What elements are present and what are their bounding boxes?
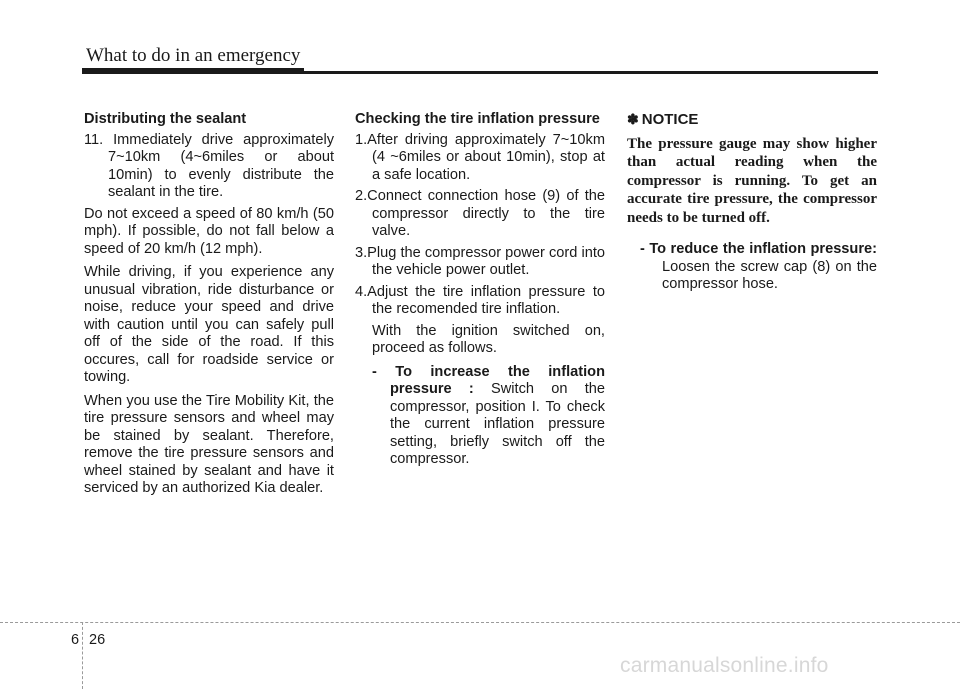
column-right [627,111,877,294]
header-rule [82,71,878,74]
step-text: Connect connection hose (9) of the compressor directly to the tire valve. [367,188,605,239]
chapter-number: 6 [71,632,80,648]
step-4 [355,284,605,319]
reduce-pressure-label: - To reduce the inflation pressure: [640,241,877,257]
increase-pressure-label: - To increase the inflation pressure : [372,363,605,397]
paragraph-vibration: While driving, if you experience any unusual vibration, ride disturbance or noise, reduce your speed and drive with caution until you can safely pull off of the side of the road. If this occures, call for roadside service or towing. [84,264,334,385]
increase-pressure-instruction [355,364,605,469]
page-header-title: What to do in an emergency [86,45,301,66]
step-text: Adjust the tire inflation pressure to the recomended tire inflation. [367,283,605,317]
step-number: 11. [84,131,104,148]
step-number: 1. [355,131,368,148]
paragraph-speed-limit: Do not exceed a speed of 80 km/h (50 mph). If possible, do not fall below a speed of 20 km/h (12 mph). [84,205,334,257]
step-1 [355,132,605,185]
step-number: 3. [355,244,368,261]
step-number: 4. [355,283,368,300]
step-2 [355,188,605,241]
section-heading-distributing: Distributing the sealant [84,111,247,127]
notice-title: NOTICE [641,111,699,128]
step-number: 2. [355,188,368,204]
notice-asterisk-icon: ✽ [627,111,639,127]
paragraph-tire-mobility-kit: When you use the Tire Mobility Kit, the tire pressure sensors and wheel may be stained by sealant. Therefore, remove the tire pressure sensors and wheel stained by sealant and have it serviced by an authorized Kia dealer. [84,392,334,496]
column-left [84,111,334,504]
step-text: After driving approximately 7~10km (4 ~6miles or about 10min), stop at a safe location. [367,131,605,183]
section-heading-checking: Checking the tire inflation pressure [355,111,600,127]
footer-vertical-rule [82,622,83,689]
step-11 [84,132,334,202]
watermark: carmanualsonline.info [620,654,829,677]
increase-pressure-text: Switch on the compressor, position I. To check the current inflation pressure setting, briefly switch off the compressor. [390,381,605,467]
notice-heading [627,111,877,129]
reduce-pressure-instruction [627,241,877,294]
notice-text: The pressure gauge may show higher than actual reading when the compressor is running. To get an accurate tire pressure, the compressor needs to be turned off. [627,135,877,226]
step-text: Immediately drive approximately 7~10km (4~6miles or about 10min) to evenly distribute the sealant in the tire. [108,131,334,200]
reduce-pressure-text: Loosen the screw cap (8) on the compressor hose. [662,258,877,292]
column-middle [355,111,605,475]
footer-rule [0,622,960,623]
step-text: Plug the compressor power cord into the vehicle power outlet. [367,244,605,278]
page-number: 26 [89,632,106,648]
step-3 [355,245,605,280]
step-4-subtext: With the ignition switched on, proceed as follows. [372,322,605,356]
